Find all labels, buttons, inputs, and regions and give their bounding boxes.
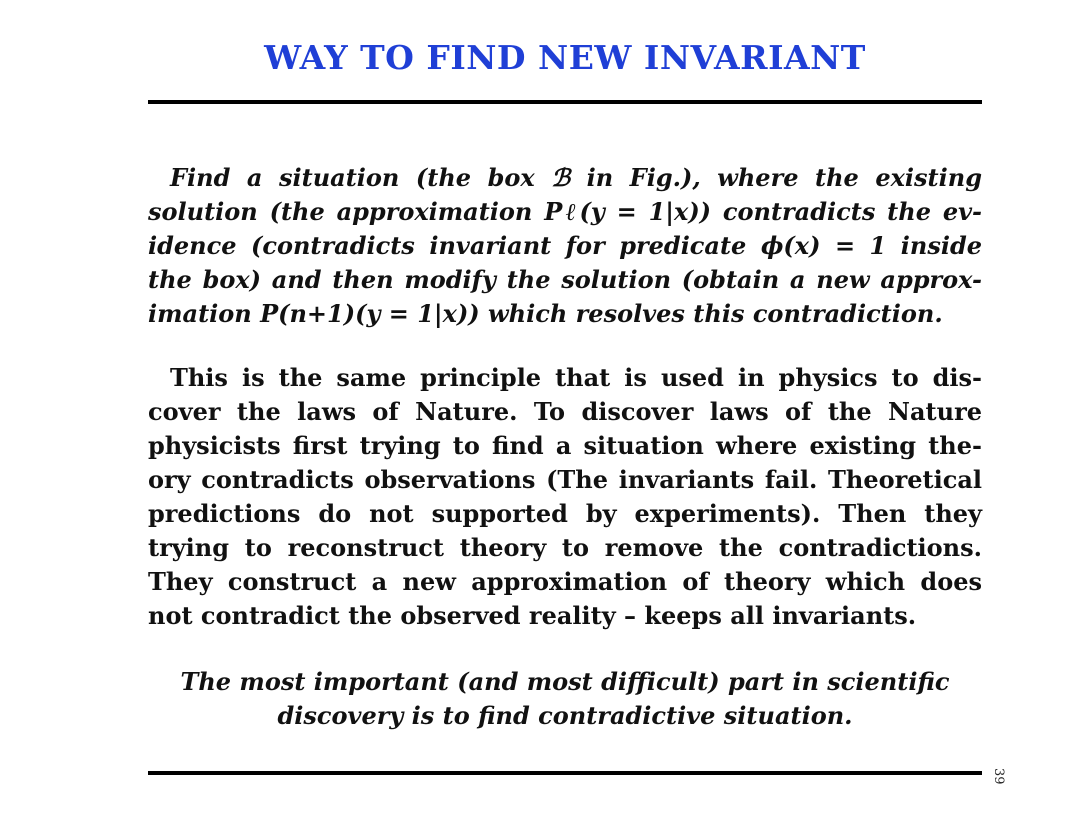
text-line: This is the same principle that is used in physics to dis- (170, 363, 982, 392)
text-line: The most important (and most difficult) part in scientific (180, 667, 950, 696)
text-line: cover the laws of Nature. To discover laws of the Nature (148, 397, 982, 426)
text-line: idence (contradicts invariant for predicate ϕ(x) = 1 inside (148, 231, 982, 260)
bottom-rule (148, 771, 982, 775)
text-line: solution (the approximation Pℓ(y = 1|x)) contradicts the ev- (148, 197, 982, 226)
text-line: trying to reconstruct theory to remove the contradictions. (148, 533, 982, 562)
page-number: 39 (991, 768, 1006, 785)
paragraph-find-situation (148, 161, 982, 331)
paragraph-conclusion (148, 665, 982, 733)
text-line: They construct a new approximation of theory which does (148, 567, 982, 596)
text-line: physicists first trying to find a situation where existing the- (148, 431, 982, 460)
text-line: discovery is to find contradictive situation. (277, 701, 853, 730)
text-line: Find a situation (the box ℬ in Fig.), where the existing (170, 163, 982, 192)
text-line: the box) and then modify the solution (obtain a new approx- (148, 265, 982, 294)
text-line: predictions do not supported by experiments). Then they (148, 499, 982, 528)
text-line: imation P(n+1)(y = 1|x)) which resolves this contradiction. (148, 299, 943, 328)
text-line: not contradict the observed reality – keeps all invariants. (148, 601, 917, 630)
text-line: ory contradicts observations (The invariants fail. Theoretical (148, 465, 982, 494)
slide-title: WAY TO FIND NEW INVARIANT (264, 38, 866, 77)
top-rule (148, 100, 982, 104)
paragraph-physics-principle (148, 361, 982, 633)
